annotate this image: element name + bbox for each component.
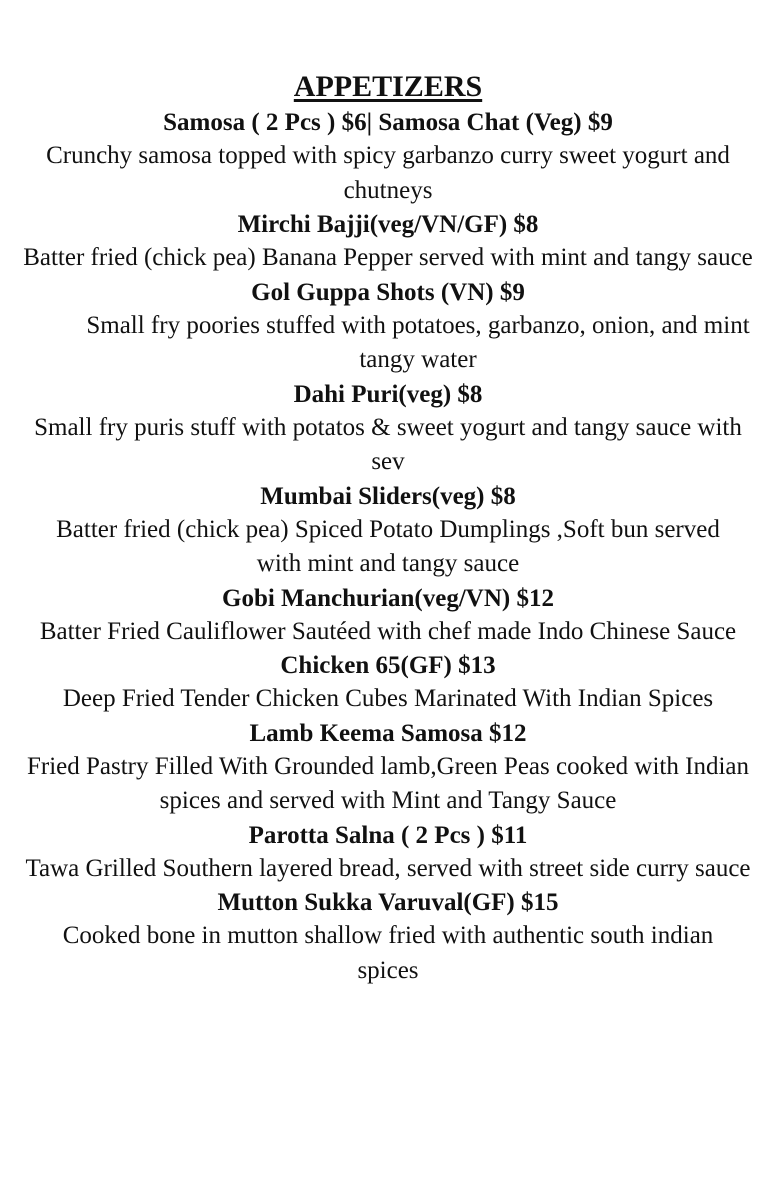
menu-item (0, 106, 776, 208)
item-title: Mirchi Bajji(veg/VN/GF) $8 (237, 211, 539, 238)
item-description: Tawa Grilled Southern layered bread, served with street side curry sauce (25, 854, 751, 882)
item-description: Deep Fried Tender Chicken Cubes Marinated With Indian Spices (62, 685, 714, 712)
item-title: Parotta Salna ( 2 Pcs ) $11 (248, 821, 528, 849)
item-description: Cooked bone in mutton shallow fried with authentic south indian spices (62, 922, 714, 984)
menu-item (0, 378, 776, 480)
item-title: Mutton Sukka Varuval(GF) $15 (217, 889, 559, 916)
menu-item (0, 649, 776, 717)
menu-item (0, 480, 776, 582)
item-description: Crunchy samosa topped with spicy garbanzo curry sweet yogurt and chutneys (46, 142, 730, 204)
item-title: Samosa ( 2 Pcs ) $6| Samosa Chat (Veg) $9 (163, 109, 613, 136)
menu-item (0, 208, 776, 276)
menu-item (0, 886, 776, 988)
item-title: Chicken 65(GF) $13 (280, 652, 496, 679)
item-title: Mumbai Sliders(veg) $8 (260, 482, 516, 510)
item-title: Gol Guppa Shots (VN) $9 (251, 278, 525, 306)
section-heading: APPETIZERS (293, 70, 483, 103)
menu-item (0, 582, 776, 650)
item-description: Batter Fried Cauliflower Sautéed with chef made Indo Chinese Sauce (39, 617, 737, 645)
item-description: Fried Pastry Filled With Grounded lamb,Green Peas cooked with Indian spices and served with Mint and Tangy Sauce (26, 752, 749, 814)
menu-item (0, 717, 776, 819)
item-description: Small fry poories stuffed with potatoes, garbanzo, onion, and mint tangy water (86, 311, 750, 373)
item-description: Batter fried (chick pea) Spiced Potato Dumplings ,Soft bun served with mint and tangy sauce (56, 515, 720, 577)
item-description: Small fry puris stuff with potatos & sweet yogurt and tangy sauce with sev (34, 413, 742, 475)
menu-item (0, 276, 776, 378)
appetizers-menu (0, 68, 776, 988)
item-title: Gobi Manchurian(veg/VN) $12 (222, 584, 554, 612)
item-title: Lamb Keema Samosa $12 (249, 719, 527, 747)
item-title: Dahi Puri(veg) $8 (293, 380, 483, 408)
menu-item (0, 819, 776, 887)
item-description: Batter fried (chick pea) Banana Pepper served with mint and tangy sauce (23, 244, 753, 271)
